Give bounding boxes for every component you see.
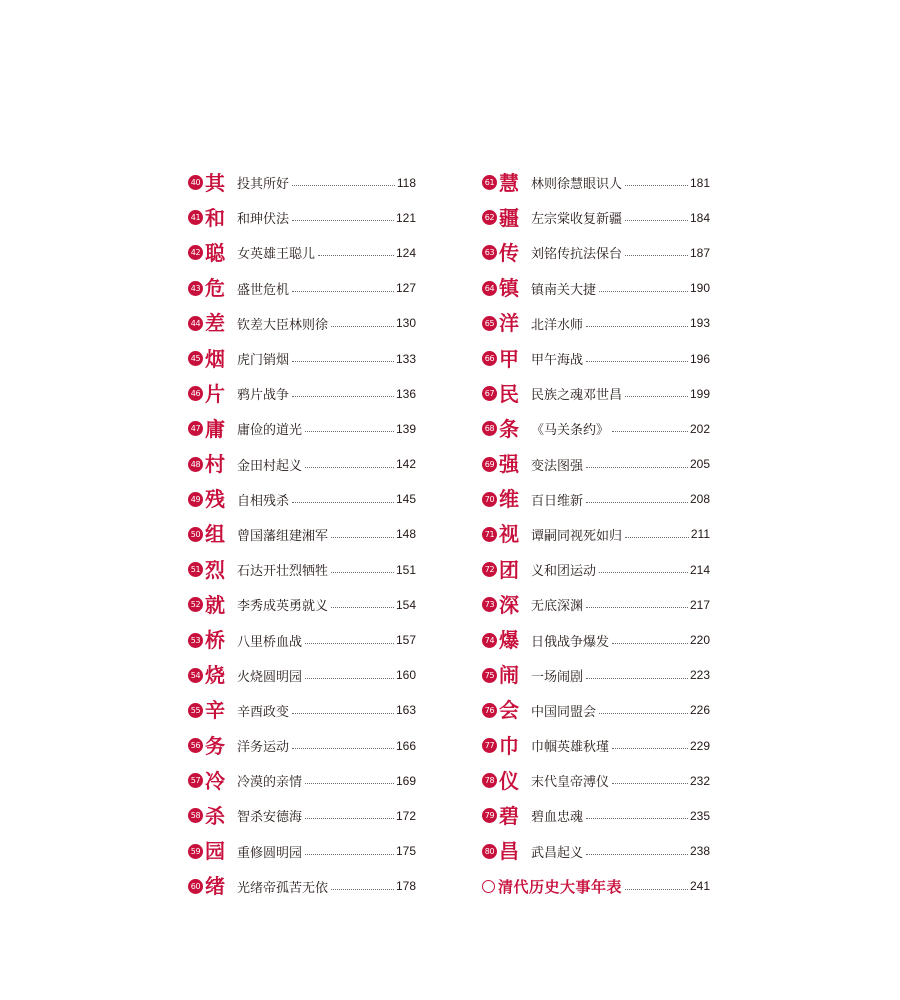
- chapter-title: 巾帼英雄秋瑾: [531, 740, 610, 756]
- page-number: 229: [689, 738, 710, 753]
- chapter-key-character: 差: [205, 311, 225, 336]
- page-number: 151: [395, 562, 416, 577]
- chapter-key-character: 洋: [499, 311, 519, 336]
- chapter-key-character: 条: [499, 416, 519, 441]
- chapter-title: 一场闹剧: [531, 669, 584, 685]
- chapter-title: 末代皇帝溥仪: [531, 775, 610, 791]
- dot-leader: [292, 713, 394, 714]
- page-number: 124: [395, 245, 416, 260]
- chapter-number-badge: 47: [188, 421, 203, 436]
- chapter-key-character: 园: [205, 839, 225, 864]
- dot-leader: [612, 783, 688, 784]
- page-number: 133: [395, 351, 416, 366]
- toc-entry[interactable]: [482, 271, 710, 306]
- chapter-title: 八里桥血战: [237, 634, 303, 650]
- chapter-key-character: 团: [499, 557, 519, 582]
- chapter-title: 光绪帝孤苦无依: [237, 880, 329, 896]
- toc-entry[interactable]: [188, 728, 416, 763]
- chapter-key-character: 传: [499, 240, 519, 265]
- chapter-title: 民族之魂邓世昌: [531, 388, 623, 404]
- chapter-title: 自相残杀: [237, 493, 290, 509]
- dot-leader: [318, 255, 394, 256]
- page-number: 196: [689, 351, 710, 366]
- chapter-number-badge: 57: [188, 773, 203, 788]
- page-number: 160: [395, 668, 416, 683]
- chapter-title: 变法图强: [531, 458, 584, 474]
- toc-entry[interactable]: [188, 271, 416, 306]
- dot-leader: [612, 748, 688, 749]
- chapter-number-badge: 50: [188, 527, 203, 542]
- chapter-title: 冷漠的亲情: [237, 775, 303, 791]
- chapter-key-character: 民: [499, 381, 519, 406]
- chapter-title: 鸦片战争: [237, 388, 290, 404]
- chapter-number-badge: 78: [482, 773, 497, 788]
- chapter-key-character: 和: [205, 205, 225, 230]
- chapter-number-badge: 51: [188, 562, 203, 577]
- chapter-title: 李秀成英勇就义: [237, 599, 329, 615]
- dot-leader: [599, 713, 688, 714]
- page-number: 118: [396, 175, 416, 190]
- chapter-number-badge: 54: [188, 668, 203, 683]
- page-number: 172: [395, 808, 416, 823]
- chapter-key-character: 慧: [499, 170, 519, 195]
- chapter-title: 碧血忠魂: [531, 810, 584, 826]
- toc-entry[interactable]: [188, 482, 416, 517]
- page-number: 139: [395, 421, 416, 436]
- chapter-key-character: 烈: [205, 557, 225, 582]
- toc-entry[interactable]: [482, 622, 710, 657]
- appendix-title: 清代历史大事年表: [498, 877, 623, 896]
- chapter-key-character: 聪: [205, 240, 225, 265]
- page-number: 223: [689, 668, 710, 683]
- dot-leader: [625, 537, 689, 538]
- chapter-number-badge: 49: [188, 492, 203, 507]
- chapter-title: 金田村起义: [237, 458, 303, 474]
- dot-leader: [305, 643, 394, 644]
- chapter-number-badge: 76: [482, 703, 497, 718]
- dot-leader: [305, 783, 394, 784]
- chapter-key-character: 闹: [499, 663, 519, 688]
- chapter-key-character: 冷: [205, 768, 225, 793]
- chapter-key-character: 庸: [205, 416, 225, 441]
- toc-entry[interactable]: [482, 165, 710, 200]
- page-number: 193: [689, 316, 710, 331]
- chapter-key-character: 残: [205, 487, 225, 512]
- dot-leader: [331, 537, 394, 538]
- chapter-number-badge: 45: [188, 351, 203, 366]
- page-number: 214: [689, 562, 710, 577]
- dot-leader: [625, 396, 688, 397]
- dot-leader: [292, 291, 394, 292]
- page-number: 187: [689, 245, 710, 260]
- chapter-title: 辛酉政变: [237, 704, 290, 720]
- page-number: 148: [395, 527, 416, 542]
- chapter-key-character: 维: [499, 487, 519, 512]
- toc-entry[interactable]: [482, 306, 710, 341]
- dot-leader: [305, 854, 394, 855]
- toc-entry[interactable]: [482, 447, 710, 482]
- chapter-title: 盛世危机: [237, 282, 290, 298]
- toc-entry[interactable]: [482, 552, 710, 587]
- page-number: 199: [689, 386, 710, 401]
- dot-leader: [292, 748, 394, 749]
- chapter-key-character: 爆: [499, 628, 519, 653]
- chapter-number-badge: 59: [188, 844, 203, 859]
- chapter-number-badge: 63: [482, 245, 497, 260]
- toc-entry[interactable]: [482, 376, 710, 411]
- dot-leader: [305, 431, 394, 432]
- chapter-title: 义和团运动: [531, 564, 597, 580]
- toc-entry[interactable]: [482, 587, 710, 622]
- chapter-title: 投其所好: [237, 177, 290, 193]
- chapter-number-badge: 74: [482, 633, 497, 648]
- chapter-key-character: 烟: [205, 346, 225, 371]
- chapter-number-badge: 42: [188, 245, 203, 260]
- toc-entry[interactable]: [188, 552, 416, 587]
- chapter-number-badge: 58: [188, 808, 203, 823]
- chapter-number-badge: 77: [482, 738, 497, 753]
- chapter-number-badge: 79: [482, 808, 497, 823]
- dot-leader: [292, 220, 394, 221]
- chapter-title: 武昌起义: [531, 845, 584, 861]
- chapter-number-badge: 43: [188, 281, 203, 296]
- chapter-key-character: 烧: [205, 663, 225, 688]
- chapter-key-character: 甲: [499, 346, 519, 371]
- chapter-title: 钦差大臣林则徐: [237, 317, 329, 333]
- dot-leader: [625, 889, 688, 890]
- chapter-key-character: 昌: [499, 839, 519, 864]
- chapter-number-badge: 48: [188, 457, 203, 472]
- toc-entry[interactable]: [482, 834, 710, 869]
- chapter-number-badge: 52: [188, 597, 203, 612]
- chapter-key-character: 其: [205, 170, 225, 195]
- chapter-key-character: 就: [205, 592, 225, 617]
- page-number: 136: [395, 386, 416, 401]
- toc-entry[interactable]: [188, 306, 416, 341]
- chapter-title: 火烧圆明园: [237, 669, 303, 685]
- toc-entry[interactable]: [188, 658, 416, 693]
- dot-leader: [612, 643, 688, 644]
- page-number: 220: [689, 633, 710, 648]
- chapter-key-character: 碧: [499, 803, 519, 828]
- dot-leader: [331, 889, 394, 890]
- dot-leader: [586, 502, 688, 503]
- chapter-key-character: 巾: [499, 733, 519, 758]
- dot-leader: [599, 572, 688, 573]
- page-number: 166: [395, 738, 416, 753]
- page-number: 154: [395, 597, 416, 612]
- chapter-title: 甲午海战: [531, 353, 584, 369]
- chapter-key-character: 危: [205, 276, 225, 301]
- toc-entry[interactable]: [482, 341, 710, 376]
- page-number: 217: [689, 597, 710, 612]
- toc-entry[interactable]: [482, 728, 710, 763]
- page-number: 208: [689, 492, 710, 507]
- dot-leader: [599, 291, 688, 292]
- toc-entry[interactable]: [188, 517, 416, 552]
- chapter-title: 左宗棠收复新疆: [531, 212, 623, 228]
- dot-leader: [292, 185, 395, 186]
- page-number: 157: [395, 633, 416, 648]
- toc-entry[interactable]: [188, 235, 416, 270]
- chapter-number-badge: 67: [482, 386, 497, 401]
- chapter-number-badge: 56: [188, 738, 203, 753]
- dot-leader: [292, 396, 394, 397]
- toc-column-right: [482, 165, 710, 904]
- toc-entry[interactable]: [482, 763, 710, 798]
- toc-entry[interactable]: [188, 834, 416, 869]
- chapter-number-badge: 65: [482, 316, 497, 331]
- dot-leader: [305, 818, 394, 819]
- page-number: 130: [395, 316, 416, 331]
- page-number: 145: [395, 492, 416, 507]
- dot-leader: [586, 361, 688, 362]
- dot-leader: [586, 467, 688, 468]
- toc-entry[interactable]: [188, 411, 416, 446]
- page-number: 211: [690, 527, 710, 542]
- page-number: 205: [689, 457, 710, 472]
- chapter-title: 庸俭的道光: [237, 423, 303, 439]
- toc-entry[interactable]: [482, 693, 710, 728]
- dot-leader: [305, 678, 394, 679]
- page-number: 127: [395, 281, 416, 296]
- page-number: 202: [689, 421, 710, 436]
- toc-entry[interactable]: [482, 798, 710, 833]
- toc-entry[interactable]: [188, 165, 416, 200]
- page-number: 184: [689, 210, 710, 225]
- chapter-key-character: 仪: [499, 768, 519, 793]
- toc-column-left: [188, 165, 416, 904]
- toc-entry[interactable]: [188, 763, 416, 798]
- chapter-key-character: 桥: [205, 628, 225, 653]
- dot-leader: [331, 572, 394, 573]
- dot-leader: [612, 431, 688, 432]
- chapter-title: 刘铭传抗法保台: [531, 247, 623, 263]
- toc-entry[interactable]: [188, 693, 416, 728]
- chapter-number-badge: 61: [482, 175, 497, 190]
- dot-leader: [625, 220, 688, 221]
- chapter-number-badge: 66: [482, 351, 497, 366]
- dot-leader: [292, 502, 394, 503]
- dot-leader: [625, 185, 688, 186]
- dot-leader: [586, 607, 688, 608]
- chapter-key-character: 务: [205, 733, 225, 758]
- toc-entry[interactable]: [482, 235, 710, 270]
- chapter-title: 洋务运动: [237, 740, 290, 756]
- chapter-number-badge: 44: [188, 316, 203, 331]
- chapter-number-badge: 64: [482, 281, 497, 296]
- chapter-key-character: 片: [205, 381, 225, 406]
- chapter-number-badge: 46: [188, 386, 203, 401]
- toc-entry[interactable]: [188, 341, 416, 376]
- page-number: 238: [689, 844, 710, 859]
- chapter-title: 虎门销烟: [237, 353, 290, 369]
- chapter-title: 重修圆明园: [237, 845, 303, 861]
- chapter-number-badge: 41: [188, 210, 203, 225]
- chapter-number-badge: 62: [482, 210, 497, 225]
- chapter-number-badge: 69: [482, 457, 497, 472]
- toc-entry-appendix[interactable]: [482, 869, 710, 904]
- chapter-key-character: 强: [499, 452, 519, 477]
- chapter-key-character: 村: [205, 452, 225, 477]
- dot-leader: [586, 326, 688, 327]
- chapter-title: 石达开壮烈牺牲: [237, 564, 329, 580]
- dot-leader: [586, 678, 688, 679]
- page-number: 232: [689, 773, 710, 788]
- chapter-number-badge: 40: [188, 175, 203, 190]
- toc-entry[interactable]: [482, 517, 710, 552]
- dot-leader: [625, 255, 688, 256]
- chapter-title: 女英雄王聪儿: [237, 247, 316, 263]
- toc-entry[interactable]: [188, 869, 416, 904]
- page-number: 121: [395, 210, 416, 225]
- chapter-key-character: 组: [205, 522, 225, 547]
- chapter-key-character: 疆: [499, 205, 519, 230]
- chapter-title: 《马关条约》: [531, 423, 610, 439]
- dot-leader: [586, 854, 688, 855]
- circle-marker-icon: [482, 880, 495, 893]
- chapter-title: 北洋水师: [531, 317, 584, 333]
- chapter-title: 智杀安德海: [237, 810, 303, 826]
- page-number: 142: [395, 457, 416, 472]
- toc-entry[interactable]: [188, 587, 416, 622]
- chapter-key-character: 会: [499, 698, 519, 723]
- chapter-number-badge: 60: [188, 879, 203, 894]
- toc-entry[interactable]: [188, 622, 416, 657]
- chapter-key-character: 绪: [205, 874, 225, 899]
- toc-entry[interactable]: [482, 482, 710, 517]
- chapter-number-badge: 53: [188, 633, 203, 648]
- chapter-title: 林则徐慧眼识人: [531, 177, 623, 193]
- dot-leader: [331, 326, 394, 327]
- dot-leader: [292, 361, 394, 362]
- dot-leader: [331, 607, 394, 608]
- page-number: 163: [395, 703, 416, 718]
- chapter-key-character: 杀: [205, 803, 225, 828]
- toc-entry[interactable]: [482, 411, 710, 446]
- page-number: 181: [689, 175, 710, 190]
- dot-leader: [586, 818, 688, 819]
- chapter-key-character: 镇: [499, 276, 519, 301]
- page-number: 178: [395, 879, 416, 894]
- toc-entry[interactable]: [188, 200, 416, 235]
- toc-entry[interactable]: [188, 447, 416, 482]
- page-number: 241: [689, 879, 710, 894]
- page-number: 175: [395, 844, 416, 859]
- chapter-key-character: 视: [499, 522, 519, 547]
- chapter-number-badge: 71: [482, 527, 497, 542]
- toc-entry[interactable]: [188, 376, 416, 411]
- chapter-title: 和珅伏法: [237, 212, 290, 228]
- toc-entry[interactable]: [482, 200, 710, 235]
- chapter-number-badge: 75: [482, 668, 497, 683]
- chapter-number-badge: 68: [482, 421, 497, 436]
- chapter-title: 百日维新: [531, 493, 584, 509]
- chapter-key-character: 深: [499, 592, 519, 617]
- chapter-key-character: 辛: [205, 698, 225, 723]
- chapter-number-badge: 70: [482, 492, 497, 507]
- chapter-number-badge: 72: [482, 562, 497, 577]
- page-number: 235: [689, 808, 710, 823]
- chapter-number-badge: 73: [482, 597, 497, 612]
- chapter-title: 中国同盟会: [531, 704, 597, 720]
- chapter-title: 曾国藩组建湘军: [237, 528, 329, 544]
- chapter-title: 谭嗣同视死如归: [531, 528, 623, 544]
- chapter-number-badge: 55: [188, 703, 203, 718]
- chapter-number-badge: 80: [482, 844, 497, 859]
- table-of-contents: [0, 165, 900, 905]
- toc-entry[interactable]: [188, 798, 416, 833]
- toc-entry[interactable]: [482, 658, 710, 693]
- page-number: 190: [689, 281, 710, 296]
- chapter-title: 镇南关大捷: [531, 282, 597, 298]
- chapter-title: 日俄战争爆发: [531, 634, 610, 650]
- chapter-title: 无底深渊: [531, 599, 584, 615]
- dot-leader: [305, 467, 394, 468]
- page-number: 169: [395, 773, 416, 788]
- page-number: 226: [689, 703, 710, 718]
